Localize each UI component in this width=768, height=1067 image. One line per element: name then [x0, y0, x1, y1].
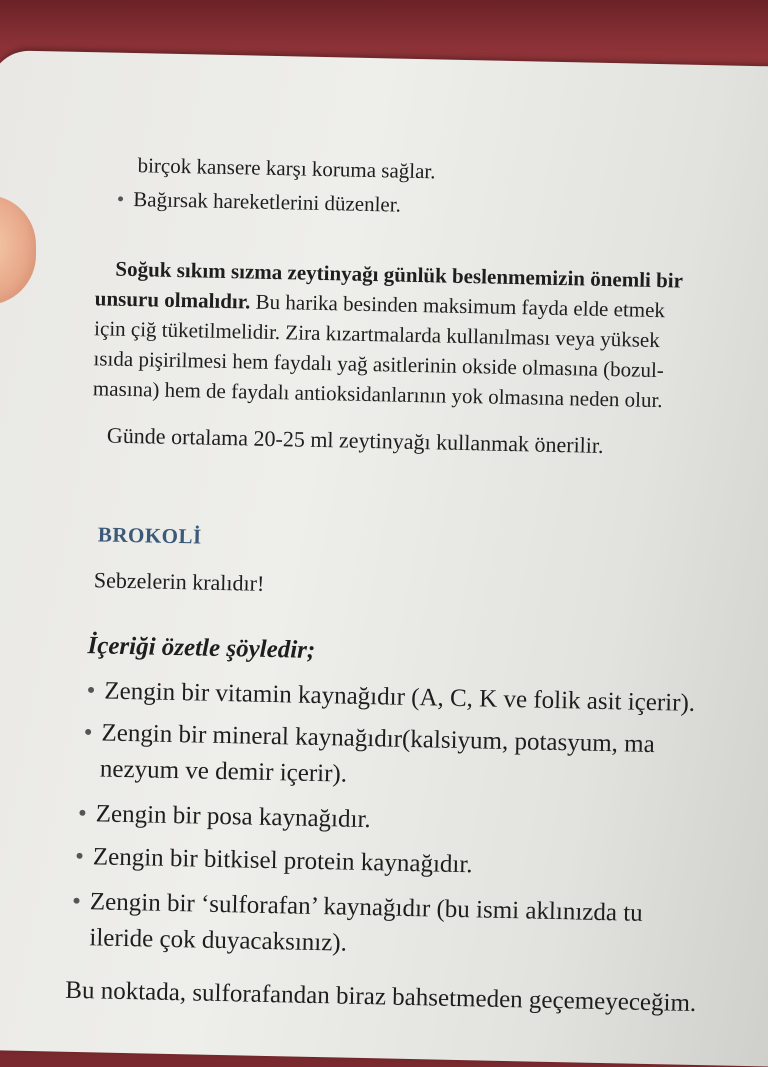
list-subheading: İçeriği özetle şöyledir;	[87, 632, 316, 664]
list-item: • Zengin bir ‘sulforafan’ kaynağıdır (bu ismi aklınızda tu	[72, 888, 643, 928]
paragraph-bold-lead-end: unsuru olmalıdır.	[94, 286, 251, 314]
paragraph-line: masına) hem de faydalı antioksidanlarının yok olmasına neden olur.	[92, 376, 663, 413]
continuation-line: birçok kansere karşı koruma sağlar.	[137, 153, 436, 184]
section-heading: BROKOLİ	[97, 522, 202, 549]
list-item: • Zengin bir posa kaynağıdır.	[78, 800, 371, 834]
list-item: • Zengin bir vitamin kaynağıdır (A, C, K ve folik asit içerir).	[86, 677, 695, 718]
list-item-continuation: nezyum ve demir içerir).	[99, 755, 348, 788]
paragraph-line-rest: Bu harika besinden maksimum fayda elde etmek	[255, 289, 666, 323]
list-item: • Zengin bir mineral kaynağıdır(kalsiyum, potasyum, ma	[83, 719, 655, 759]
recommendation-line: Günde ortalama 20-25 ml zeytinyağı kullanmak önerilir.	[106, 422, 604, 458]
list-item: • Zengin bir bitkisel protein kaynağıdır.	[75, 843, 473, 879]
paragraph-line: için çiğ tüketilmelidir. Zira kızartmalarda kullanılması veya yüksek	[93, 316, 660, 353]
paragraph-bold-lead: Soğuk sıkım sızma zeytinyağı günlük beslenmemizin önemli bir	[115, 256, 684, 293]
list-item-continuation: ileride çok duyacaksınız).	[89, 924, 348, 957]
closing-line: Bu noktada, sulforafandan biraz bahsetmeden geçemeyeceğim.	[65, 976, 697, 1017]
paragraph-line: ısıda pişirilmesi hem faydalı yağ asitlerinin okside olmasına (bozul-	[93, 346, 665, 383]
bullet-item: • Bağırsak hareketlerini düzenler.	[117, 187, 401, 218]
tagline: Sebzelerin kralıdır!	[93, 567, 265, 596]
book-page	[0, 50, 768, 1067]
